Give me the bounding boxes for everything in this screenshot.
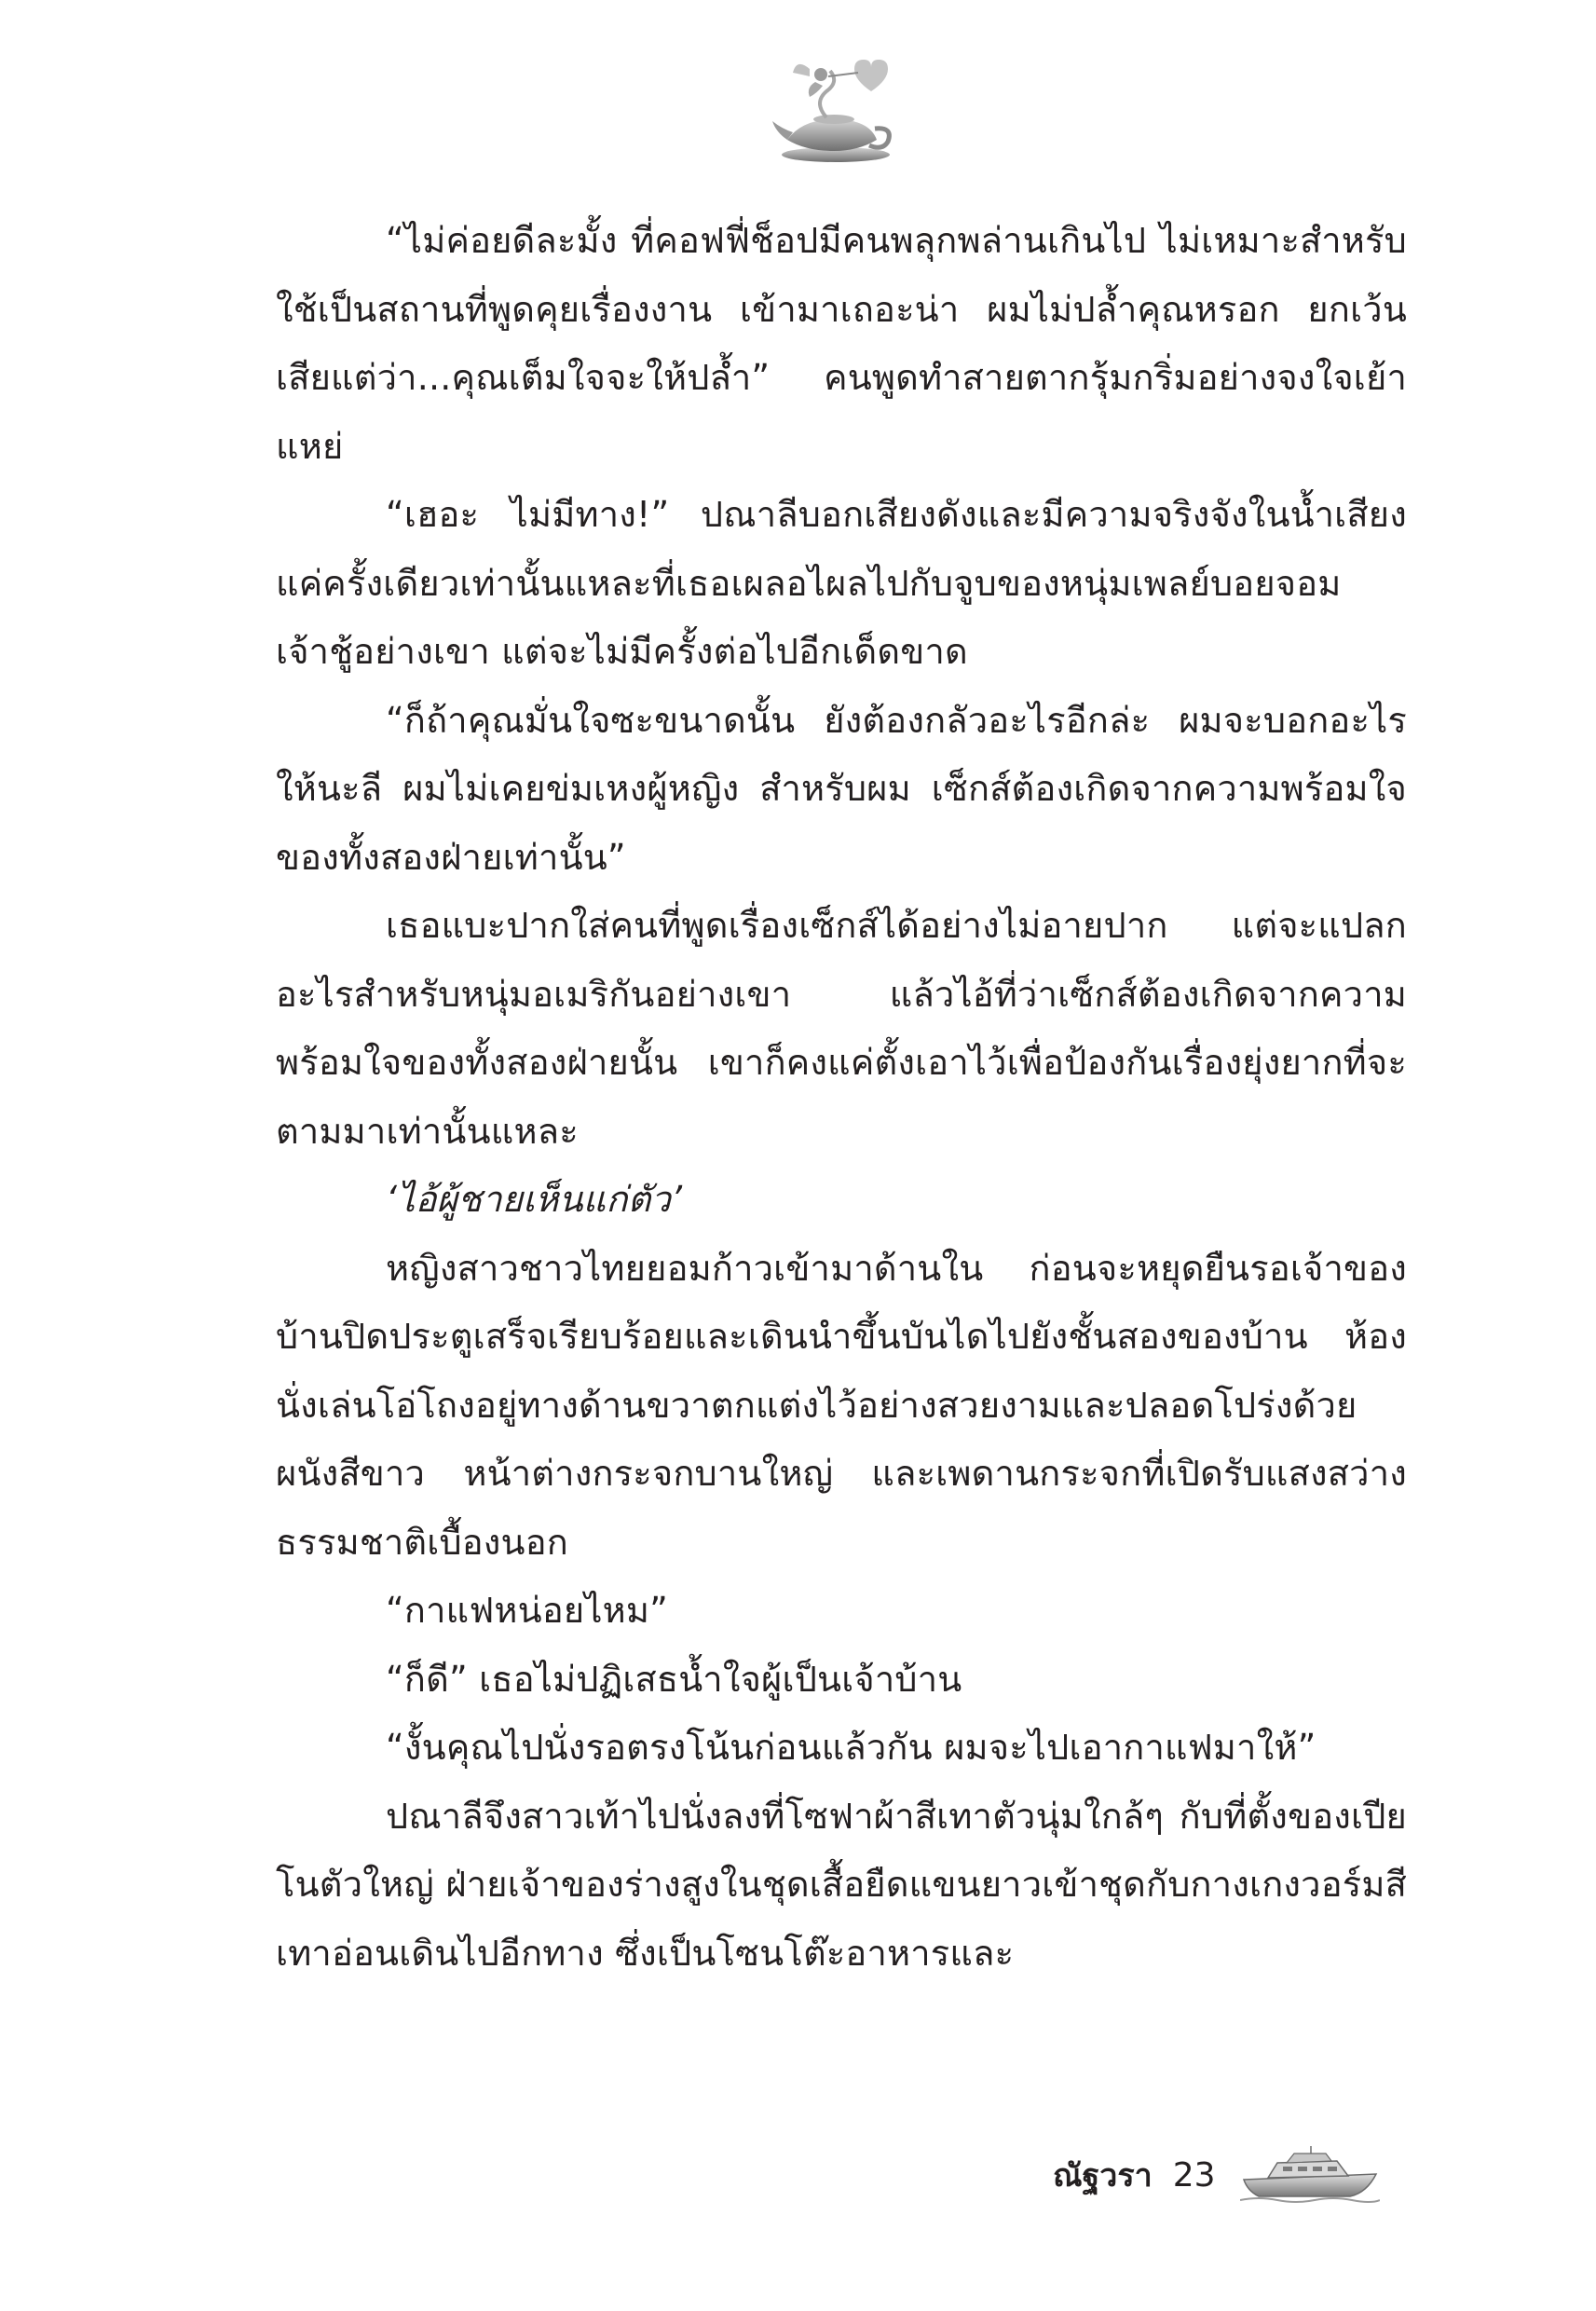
paragraph: หญิงสาวชาวไทยยอมก้าวเข้ามาด้านใน ก่อนจะหยุดยืนรอเจ้าของบ้านปิดประตูเสร็จเรียบร้อยและเดินนำขึ้นบันไดไปยังชั้นสองของบ้าน ห้องนั่งเล่นโอ่โถงอยู่ทางด้านขวาตกแต่งไว้อย่างสวยงามและปลอดโปร่งด้วยผนังสีขาว หน้าต่างกระจกบานใหญ่ และเพดานกระจกที่เปิดรับแสงสว่างธรรมชาติเบื้องนอก [276, 1247, 1407, 1563]
paragraph: เธอแบะปากใส่คนที่พูดเรื่องเซ็กส์ได้อย่างไม่อายปาก แต่จะแปลกอะไรสำหรับหนุ่มอเมริกันอย่างเขา แล้วไอ้ที่ว่าเซ็กส์ต้องเกิดจากความพร้อมใจของทั้งสองฝ่ายนั้น เขาก็คงแค่ตั้งเอาไว้เพื่อป้องกันเรื่องยุ่งยากที่จะตามมาเท่านั้นแหละ [276, 905, 1407, 1152]
paragraph-thought: ‘ไอ้ผู้ชายเห็นแก่ตัว’ [386, 1179, 683, 1220]
paragraph-dialogue: “กาแฟหน่อยไหม” [386, 1590, 669, 1631]
paragraph: “เฮอะ ไม่มีทาง!” ปณาลีบอกเสียงดังและมีความจริงจังในน้ำเสียง แค่ครั้งเดียวเท่านั้นแหละที่เธอเผลอไผลไปกับจูบของหนุ่มเพลย์บอยจอมเจ้าชู้อย่างเขา แต่จะไม่มีครั้งต่อไปอีกเด็ดขาด [276, 494, 1407, 672]
paragraph: ปณาลีจึงสาวเท้าไปนั่งลงที่โซฟาผ้าสีเทาตัวนุ่มใกล้ๆ กับที่ตั้งของเปียโนตัวใหญ่ ฝ่ายเจ้าของร่างสูงในชุดเสื้อยืดแขนยาวเข้าชุดกับกางเกงวอร์มสีเทาอ่อนเดินไปอีกทาง ซึ่งเป็นโซนโต๊ะอาหารและ [276, 1795, 1407, 1974]
page-number: 23 [1172, 2155, 1216, 2195]
page-footer [1053, 2147, 1380, 2203]
yacht-icon [1240, 2146, 1380, 2204]
cupid-teapot-icon [769, 54, 899, 166]
author-name: ณัฐวรา [1053, 2157, 1153, 2195]
paragraph: “ไม่ค่อยดีละมั้ง ที่คอฟฟี่ช็อปมีคนพลุกพล่านเกินไป ไม่เหมาะสำหรับใช้เป็นสถานที่พูดคุยเรื่องงาน เข้ามาเถอะน่า ผมไม่ปล้ำคุณหรอก ยกเว้นเสียแต่ว่า...คุณเต็มใจจะให้ปล้ำ” คนพูดทำสายตากรุ้มกริ่มอย่างจงใจเย้าแหย่ [276, 220, 1407, 467]
paragraph-dialogue: “งั้นคุณไปนั่งรอตรงโน้นก่อนแล้วกัน ผมจะไปเอากาแฟมาให้” [386, 1727, 1316, 1768]
chapter-body [276, 207, 1407, 1988]
paragraph: “ก็ถ้าคุณมั่นใจซะขนาดนั้น ยังต้องกลัวอะไรอีกล่ะ ผมจะบอกอะไรให้นะลี ผมไม่เคยข่มเหงผู้หญิง สำหรับผม เซ็กส์ต้องเกิดจากความพร้อมใจของทั้งสองฝ่ายเท่านั้น” [276, 699, 1407, 878]
paragraph-dialogue: “ก็ดี” เธอไม่ปฏิเสธน้ำใจผู้เป็นเจ้าบ้าน [386, 1658, 962, 1700]
